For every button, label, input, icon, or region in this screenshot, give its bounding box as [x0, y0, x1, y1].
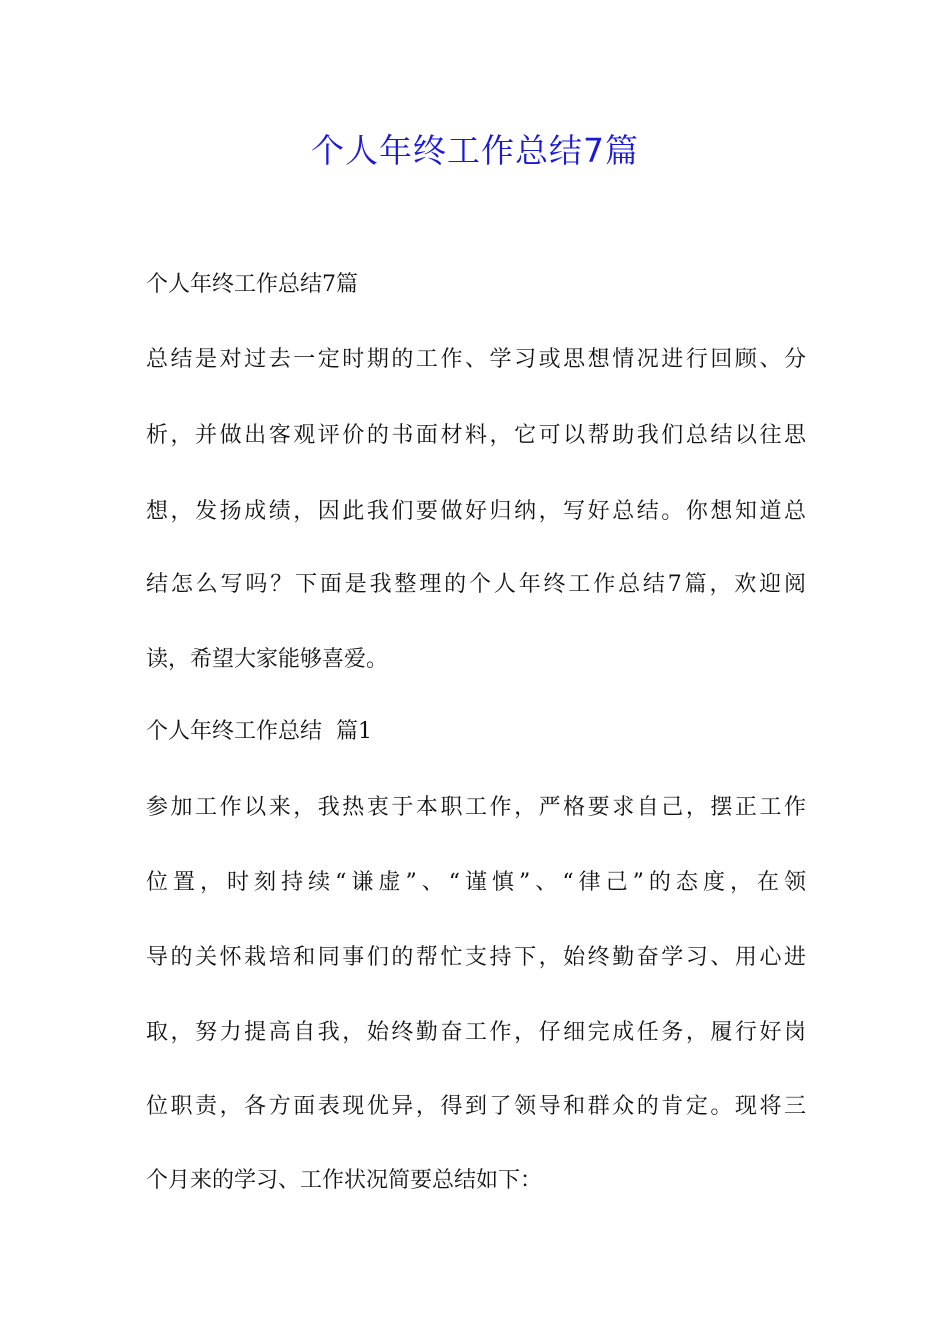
intro-line: 读，希望大家能够喜爱。 — [146, 647, 389, 672]
section-line: 参加工作以来，我热衷于本职工作，严格要求自己，摆正工作 — [146, 795, 806, 820]
section-line: 取，努力提高自我，始终勤奋工作，仔细完成任务，履行好岗 — [146, 1020, 806, 1045]
document-subtitle: 个人年终工作总结7篇 — [146, 272, 358, 297]
section-line: 位职责，各方面表现优异，得到了领导和群众的肯定。现将三 — [146, 1094, 806, 1119]
document-title: 个人年终工作总结7篇 — [311, 131, 639, 170]
section-line: 导的关怀栽培和同事们的帮忙支持下，始终勤奋学习、用心进 — [146, 945, 806, 970]
section-line: 位置，时刻持续“谦虚”、“谨慎”、“律己”的态度，在领 — [146, 870, 806, 895]
intro-line: 结怎么写吗？下面是我整理的个人年终工作总结7篇，欢迎阅 — [146, 572, 806, 597]
intro-line: 析，并做出客观评价的书面材料，它可以帮助我们总结以往思 — [146, 423, 806, 448]
section-line: 个月来的学习、工作状况简要总结如下： — [146, 1168, 543, 1193]
intro-line: 想，发扬成绩，因此我们要做好归纳，写好总结。你想知道总 — [146, 499, 806, 524]
section-heading: 个人年终工作总结 篇1 — [146, 719, 372, 744]
intro-line: 总结是对过去一定时期的工作、学习或思想情况进行回顾、分 — [146, 347, 806, 372]
